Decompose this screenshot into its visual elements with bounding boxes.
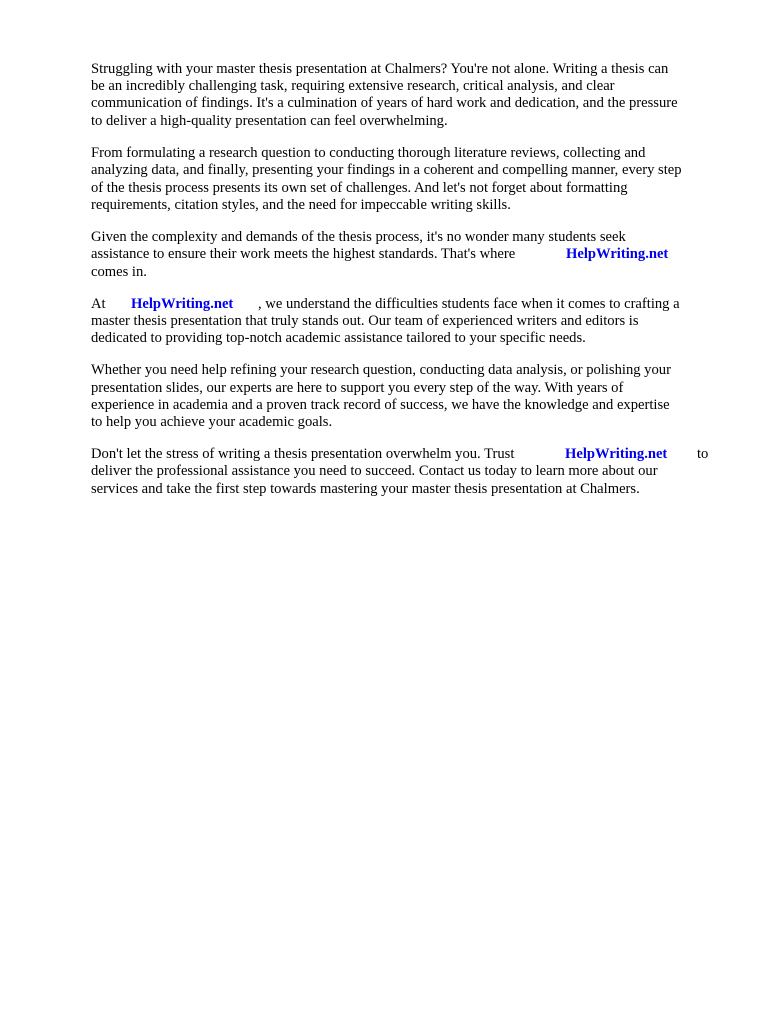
text-line: requirements, citation styles, and the need for impeccable writing skills.	[91, 197, 511, 213]
text-line	[91, 246, 751, 263]
helpwriting-link[interactable]: HelpWriting.net	[566, 246, 669, 262]
text-line: Struggling with your master thesis presentation at Chalmers? You're not alone. Writing a thesis can	[91, 61, 669, 77]
helpwriting-link[interactable]: HelpWriting.net	[565, 446, 668, 462]
text-segment: Don't let the stress of writing a thesis presentation overwhelm you. Trust	[91, 446, 515, 462]
text-line: dedicated to providing top-notch academic assistance tailored to your specific needs.	[91, 330, 586, 346]
text-line: Given the complexity and demands of the thesis process, it's no wonder many students seek	[91, 229, 626, 245]
text-segment: At	[91, 296, 106, 312]
text-segment: assistance to ensure their work meets the highest standards. That's where	[91, 246, 516, 262]
text-line: Whether you need help refining your research question, conducting data analysis, or polishing your	[91, 362, 671, 378]
text-line: presentation slides, our experts are here to support you every step of the way. With years of	[91, 380, 624, 396]
text-line: From formulating a research question to conducting thorough literature reviews, collecting and	[91, 145, 646, 161]
text-line: communication of findings. It's a culmination of years of hard work and dedication, and the pressure	[91, 95, 678, 111]
text-line: deliver the professional assistance you need to succeed. Contact us today to learn more about our	[91, 463, 658, 479]
text-segment: , we understand the difficulties students face when it comes to crafting a	[258, 296, 680, 312]
text-line: master thesis presentation that truly stands out. Our team of experienced writers and editors is	[91, 313, 639, 329]
text-line: be an incredibly challenging task, requiring extensive research, critical analysis, and clear	[91, 78, 615, 94]
text-line: services and take the first step towards mastering your master thesis presentation at Chalmers.	[91, 481, 640, 497]
text-segment: to	[697, 446, 709, 462]
text-line	[91, 446, 721, 463]
text-line: to deliver a high-quality presentation can feel overwhelming.	[91, 113, 448, 129]
text-line: to help you achieve your academic goals.	[91, 414, 333, 430]
helpwriting-link[interactable]: HelpWriting.net	[131, 296, 234, 312]
text-line: analyzing data, and finally, presenting your findings in a coherent and compelling manner, every step	[91, 162, 682, 178]
text-line: experience in academia and a proven track record of success, we have the knowledge and expertise	[91, 397, 670, 413]
text-line: comes in.	[91, 264, 147, 280]
text-line: of the thesis process presents its own set of challenges. And let's not forget about formatting	[91, 180, 628, 196]
text-line	[91, 296, 731, 313]
